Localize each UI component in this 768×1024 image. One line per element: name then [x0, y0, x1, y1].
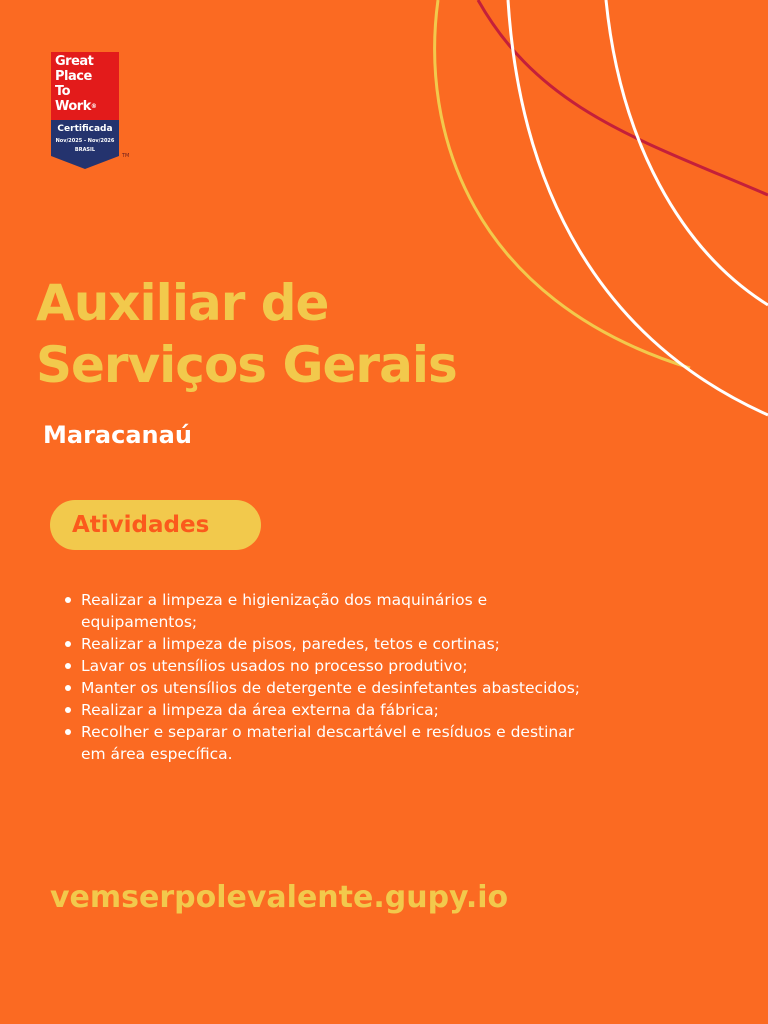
bullet-icon	[65, 597, 71, 603]
bullet-icon	[65, 685, 71, 691]
bullet-icon	[65, 707, 71, 713]
application-url: vemserpolevalente.gupy.io	[50, 880, 509, 915]
activity-text: Lavar os utensílios usados no processo produtivo;	[81, 657, 468, 675]
job-title	[36, 272, 457, 396]
badge-line-great: Great	[55, 54, 94, 69]
activity-text: Recolher e separar o material descartável e resíduos e destinar em área específica.	[81, 723, 575, 763]
activity-text: Realizar a limpeza de pisos, paredes, tetos e cortinas;	[81, 635, 500, 653]
activity-text: Realizar a limpeza e higienização dos maquinários e equipamentos;	[81, 591, 488, 631]
activity-item	[62, 677, 602, 699]
badge-red-panel	[51, 52, 119, 120]
white-arc-inner	[606, 0, 768, 305]
bullet-icon	[65, 641, 71, 647]
activity-text: Manter os utensílios de detergente e desinfetantes abastecidos;	[81, 679, 580, 697]
badge-registered-mark: ®	[90, 103, 97, 110]
badge-country: BRASIL	[74, 147, 96, 153]
badge-line-to: To	[55, 84, 71, 99]
job-title-line-2: Serviços Gerais	[36, 336, 457, 394]
great-place-to-work-badge	[51, 52, 130, 169]
bullet-icon	[65, 729, 71, 735]
job-location: Maracanaú	[43, 421, 192, 449]
job-title-line-1: Auxiliar de	[36, 274, 329, 332]
yellow-arc	[435, 0, 690, 368]
badge-work-text: Work	[55, 99, 91, 114]
activity-item	[62, 589, 602, 633]
badge-period: Nov/2025 - Nov/2026	[55, 138, 115, 144]
bullet-icon	[65, 663, 71, 669]
activity-item	[62, 721, 602, 765]
activity-text: Realizar a limpeza da área externa da fábrica;	[81, 701, 439, 719]
activity-item	[62, 699, 602, 721]
badge-certified-label: Certificada	[57, 124, 113, 134]
badge-line-work	[55, 100, 96, 114]
activities-section-pill	[50, 500, 261, 550]
activity-item	[62, 655, 602, 677]
activities-section-label: Atividades	[72, 512, 210, 538]
activities-list	[62, 589, 602, 765]
badge-line-place: Place	[55, 69, 92, 84]
badge-trademark: TM	[122, 153, 130, 159]
white-arc-outer	[508, 0, 768, 415]
activity-item	[62, 633, 602, 655]
